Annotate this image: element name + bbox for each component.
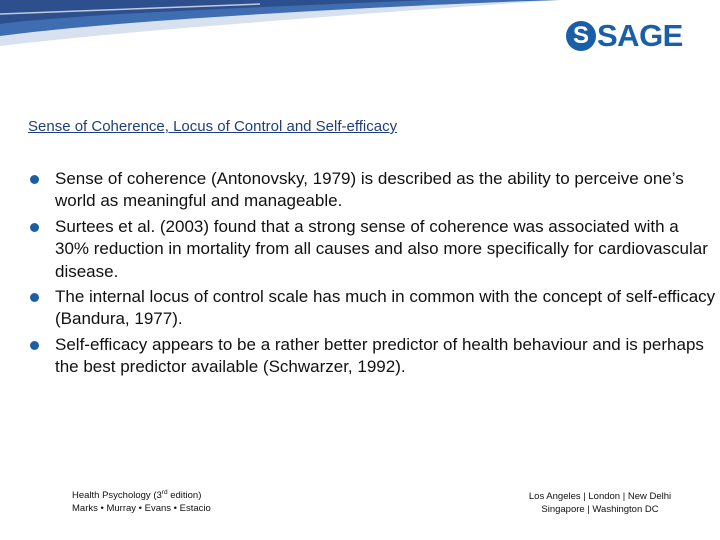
bullet-dot-icon xyxy=(30,341,39,350)
book-citation xyxy=(72,486,211,515)
bullet-item xyxy=(30,286,716,331)
header-swoosh-graphic xyxy=(0,0,560,60)
sage-logo-icon: S xyxy=(566,21,596,51)
bullet-text: The internal locus of control scale has much in common with the concept of self-efficacy (Bandura, 1977). xyxy=(55,287,716,329)
locations-line-2: Singapore | Washington DC xyxy=(541,504,659,515)
sage-logo-text: SAGE xyxy=(597,18,683,53)
book-authors: Marks • Murray • Evans • Estacio xyxy=(72,503,211,515)
bullet-text: Sense of coherence (Antonovsky, 1979) is described as the ability to perceive one’s world as meaningful and manageable. xyxy=(55,169,684,211)
sage-logo xyxy=(566,18,683,54)
bullet-item xyxy=(30,168,716,213)
locations-line-1: Los Angeles | London | New Delhi xyxy=(528,491,672,502)
bullet-text: Self-efficacy appears to be a rather better predictor of health behaviour and is perhaps the best predictor available (Schwarzer, 1992). xyxy=(55,334,704,377)
publisher-locations xyxy=(510,490,690,516)
slide-title: Sense of Coherence, Locus of Control and Self-efficacy xyxy=(28,118,398,135)
bullet-dot-icon xyxy=(30,223,39,232)
bullet-dot-icon xyxy=(30,175,39,184)
bullet-item xyxy=(30,216,716,283)
bullet-item xyxy=(30,334,716,379)
bullet-list xyxy=(30,168,716,382)
bullet-dot-icon xyxy=(30,293,39,302)
bullet-text: Surtees et al. (2003) found that a strong sense of coherence was associated with a 30% reduction in mortality from all causes and also more specifically for cardiovascular disease. xyxy=(55,216,708,281)
book-title: Health Psychology (3rd edition) xyxy=(72,489,202,502)
